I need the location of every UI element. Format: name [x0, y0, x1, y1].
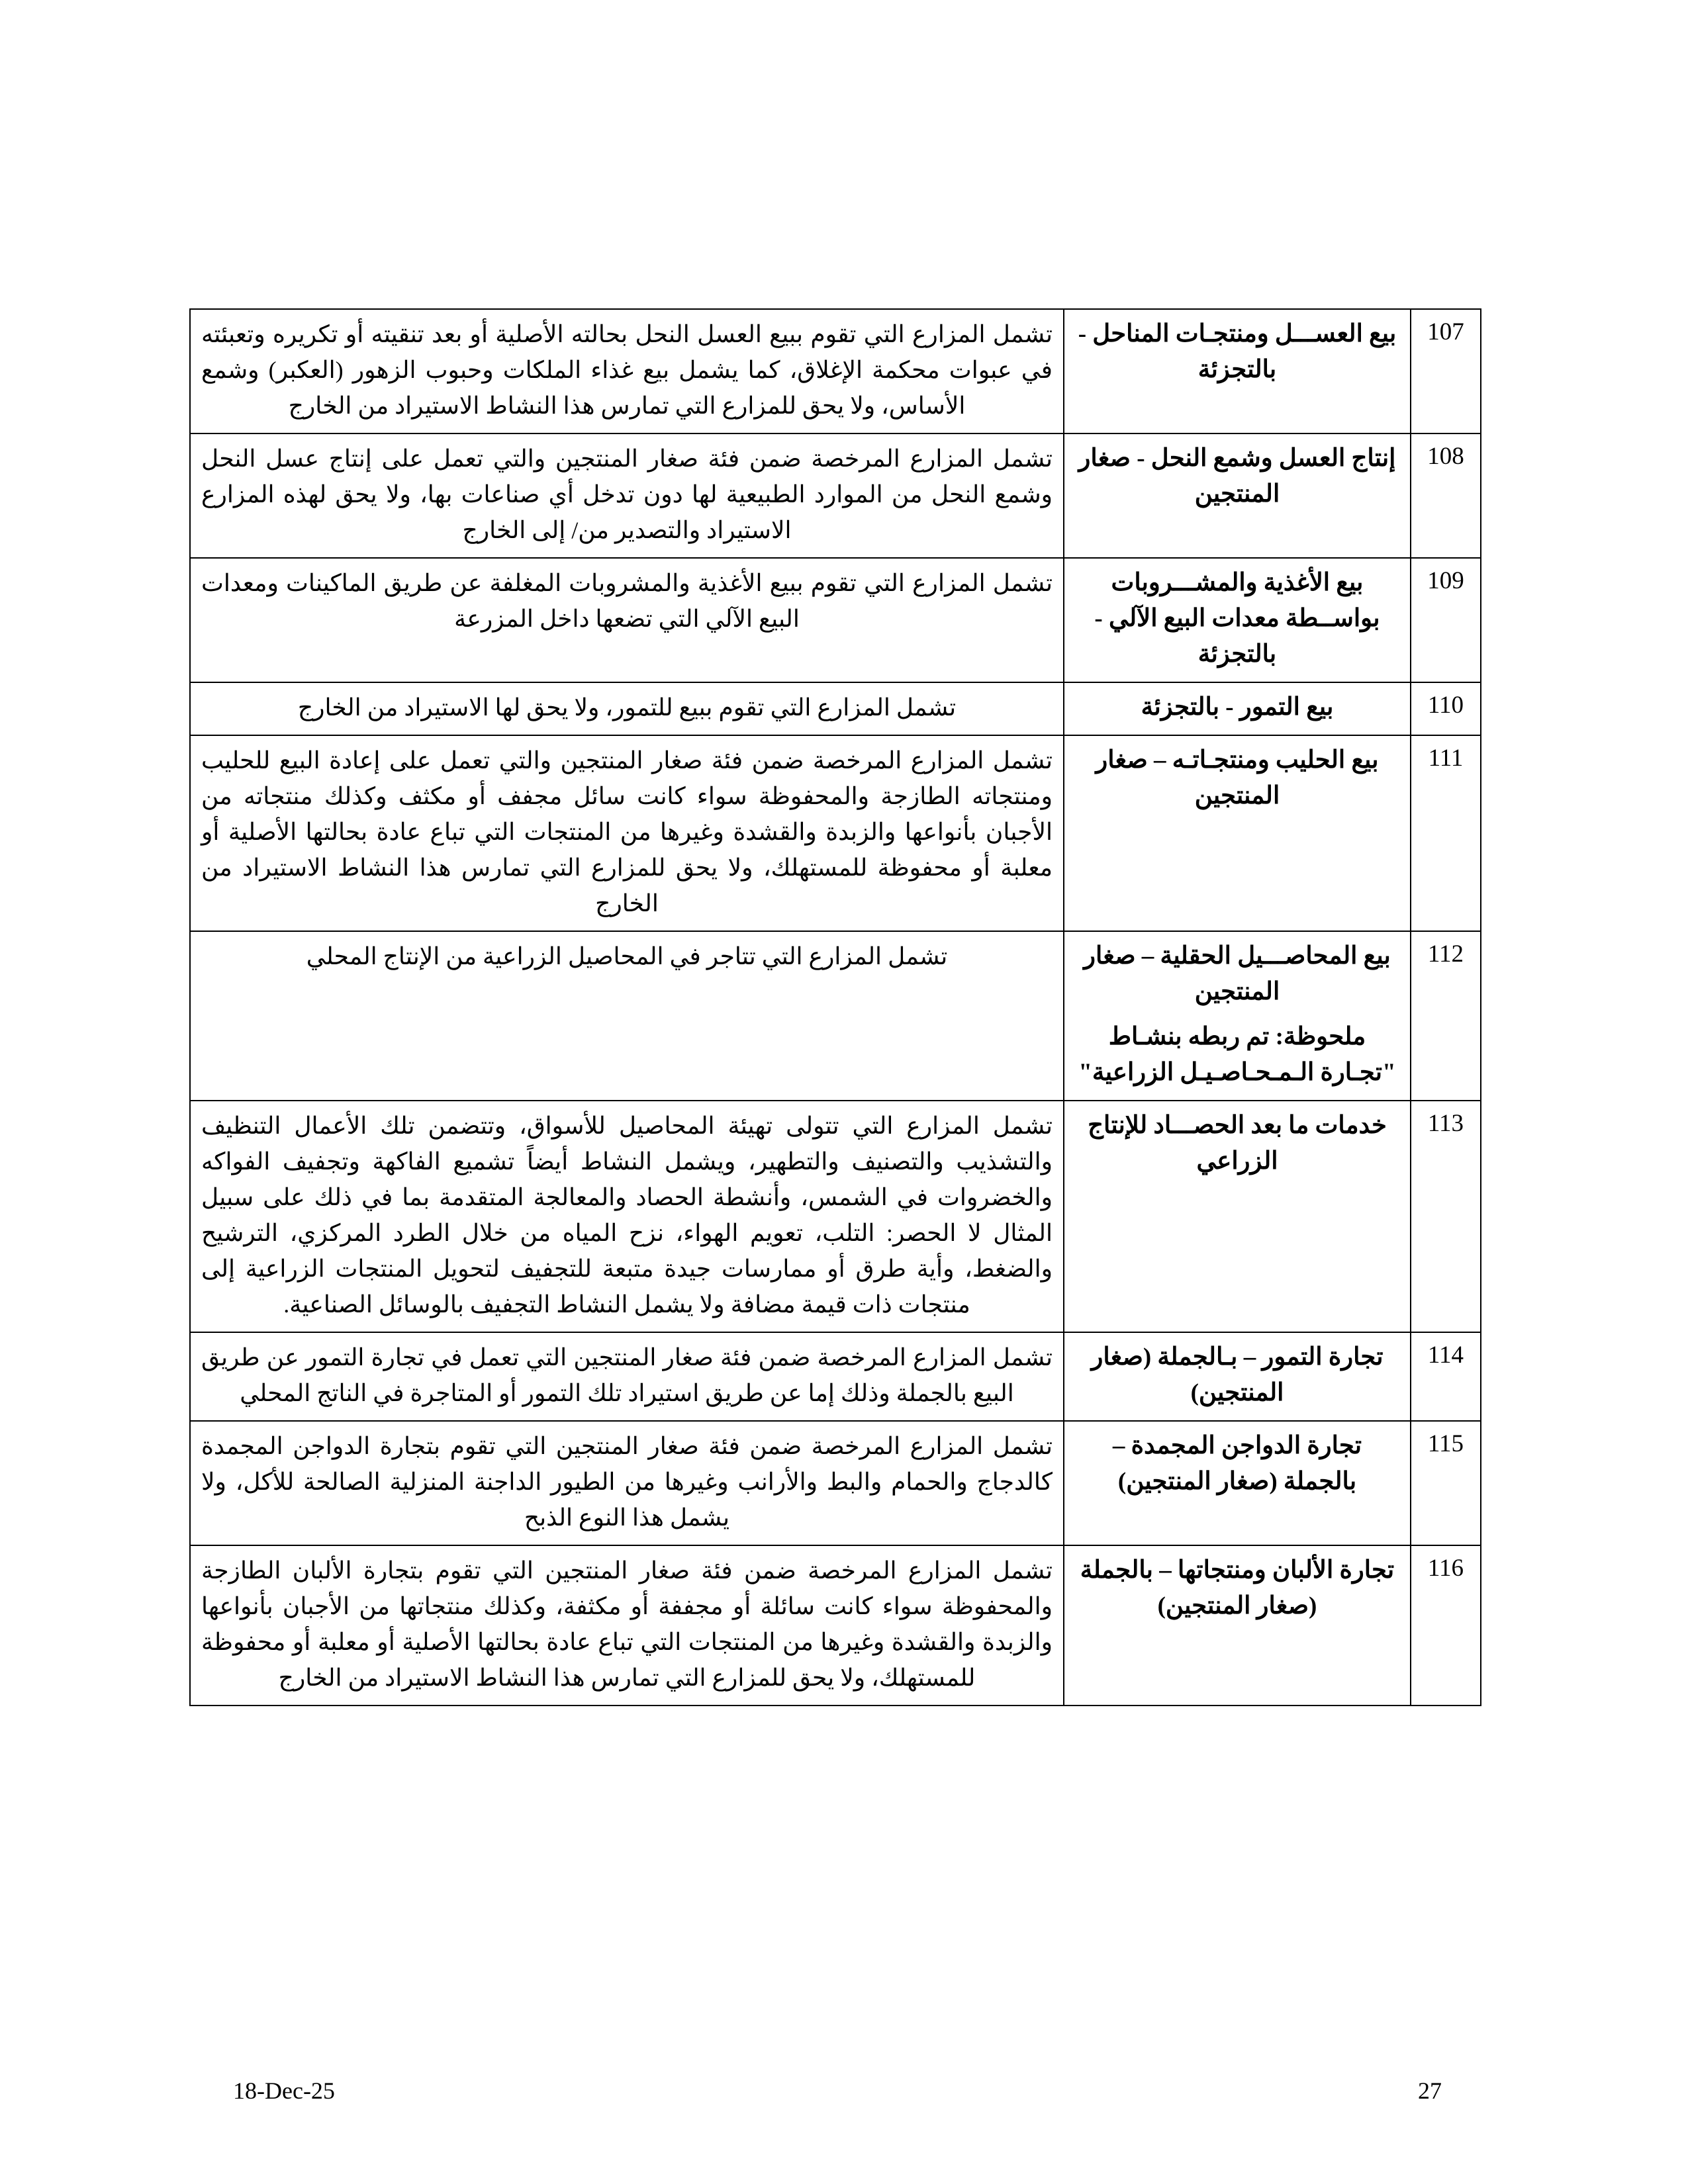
table-row: [190, 309, 1481, 433]
table-row: [190, 1545, 1481, 1706]
activity-description: تشمل المزارع التي تقوم ببيع العسل النحل بحالته الأصلية أو بعد تنقيته أو تكريره وتعبئته في عبوات محكمة الإغلاق، كما يشمل بيع غذاء الملكات وحبوب الزهور (العكبر) وشمع الأساس، ولا يحق للمزارع التي تمارس هذا النشاط الاستيراد من الخارج: [190, 309, 1064, 433]
activity-title: [1064, 1101, 1411, 1332]
activity-description: تشمل المزارع المرخصة ضمن فئة صغار المنتجين والتي تعمل على إنتاج عسل النحل وشمع النحل من الموارد الطبيعية لها دون تدخل أي صناعات بها، ولا يحق لهذه المزارع الاستيراد والتصدير من/ إلى الخارج: [190, 433, 1064, 558]
activity-description: تشمل المزارع المرخصة ضمن فئة صغار المنتجين التي تقوم بتجارة الألبان الطازجة والمحفوظة سواء كانت سائلة أو مجففة أو مكثفة، وكذلك منتجاتها من الأجبان بأنواعها والزبدة والقشدة وغيرها من المنتجات التي تباع عادة بحالتها الأصلية أو معلبة أو محفوظة للمستهلك، ولا يحق للمزارع التي تمارس هذا النشاط الاستيراد من الخارج: [190, 1545, 1064, 1706]
footer-page-number: 27: [1418, 2077, 1442, 2104]
activity-description: تشمل المزارع المرخصة ضمن فئة صغار المنتجين التي تعمل في تجارة التمور عن طريق البيع بالجملة وذلك إما عن طريق استيراد تلك التمور أو المتاجرة في الناتج المحلي: [190, 1332, 1064, 1421]
activity-code: 113: [1411, 1101, 1481, 1332]
activity-code: 107: [1411, 309, 1481, 433]
activity-title-note: ملحوظة: تم ربطه بنشـاط "تجـارة الـمـحـاصـيـل الزراعية": [1078, 1023, 1396, 1087]
table-row: [190, 433, 1481, 558]
activity-code: 109: [1411, 558, 1481, 682]
activity-title-text: إنتاج العسل وشمع النحل - صغار المنتجين: [1078, 445, 1396, 508]
activity-code: 108: [1411, 433, 1481, 558]
activity-description: تشمل المزارع التي تتولى تهيئة المحاصيل للأسواق، وتتضمن تلك الأعمال التنظيف والتشذيب والتصنيف والتطهير، ويشمل النشاط أيضاً تشميع الفاكهة وتجفيف الفواكه والخضروات في الشمس، وأنشطة الحصاد والمعالجة المتقدمة بما في ذلك على سبيل المثال لا الحصر: التلب، تعويم الهواء، نزح المياه من خلال الطرد المركزي، الترشيح والضغط، وأية طرق أو ممارسات جيدة متبعة للتجفيف لتحويل المنتجات الزراعية إلى منتجات ذات قيمة مضافة ولا يشمل النشاط التجفيف بالوسائل الصناعية.: [190, 1101, 1064, 1332]
activity-description: تشمل المزارع المرخصة ضمن فئة صغار المنتجين والتي تعمل على إعادة البيع للحليب ومنتجاته الطازجة والمحفوظة سواء كانت سائل مجفف أو مكثف وكذلك منتجاته من الأجبان بأنواعها والزبدة والقشدة وغيرها من المنتجات التي تباع عادة بحالتها الأصلية أو معلبة أو محفوظة للمستهلك، ولا يحق للمزارع التي تمارس هذا النشاط الاستيراد من الخارج: [190, 735, 1064, 931]
table-row: [190, 1421, 1481, 1545]
activity-code: 110: [1411, 682, 1481, 735]
activity-title-text: بيع العســـل ومنتجـات المناحل - بالتجزئة: [1078, 320, 1397, 384]
activity-title-text: تجارة التمور – بـالجملة (صغار المنتجين): [1091, 1343, 1383, 1407]
activity-code: 111: [1411, 735, 1481, 931]
activities-table: [189, 308, 1481, 1706]
table-row: [190, 931, 1481, 1101]
activity-code: 114: [1411, 1332, 1481, 1421]
activity-description: تشمل المزارع المرخصة ضمن فئة صغار المنتجين التي تقوم بتجارة الدواجن المجمدة كالدجاج والحمام والبط والأرانب وغيرها من الطيور الداجنة المنزلية الصالحة للأكل، ولا يشمل هذا النوع الذبح: [190, 1421, 1064, 1545]
activity-title-text: تجارة الدواجن المجمدة – بالجملة (صغار المنتجين): [1112, 1432, 1362, 1496]
activity-description: تشمل المزارع التي تقوم ببيع الأغذية والمشروبات المغلفة عن طريق الماكينات ومعدات البيع الآلي التي تضعها داخل المزرعة: [190, 558, 1064, 682]
activity-title-text: بيع المحاصـــيل الحقلية – صغار المنتجين: [1084, 942, 1391, 1006]
activity-description: تشمل المزارع التي تقوم ببيع للتمور، ولا يحق لها الاستيراد من الخارج: [190, 682, 1064, 735]
activity-title-text: بيع الأغذية والمشـــروبات بواســطة معدات البيع الآلي - بالتجزئة: [1094, 569, 1380, 668]
table-row: [190, 1101, 1481, 1332]
activity-title-text: خدمات ما بعد الحصـــاد للإنتاج الزراعي: [1088, 1112, 1387, 1175]
activity-title-text: بيع الحليب ومنتجـاتـه – صغار المنتجين: [1096, 747, 1379, 810]
page-footer: [191, 2077, 1481, 2116]
activity-title: [1064, 1545, 1411, 1706]
activity-code: 115: [1411, 1421, 1481, 1545]
activity-description: تشمل المزارع التي تتاجر في المحاصيل الزراعية من الإنتاج المحلي: [190, 931, 1064, 1101]
table-row: [190, 682, 1481, 735]
activity-title: [1064, 735, 1411, 931]
activity-code: 116: [1411, 1545, 1481, 1706]
table-row: [190, 558, 1481, 682]
activity-title: [1064, 558, 1411, 682]
table-row: [190, 735, 1481, 931]
activity-title: [1064, 682, 1411, 735]
activity-title: [1064, 1332, 1411, 1421]
activity-title-text: بيع التمور - بالتجزئة: [1141, 694, 1334, 721]
activity-title: [1064, 309, 1411, 433]
footer-date: 18-Dec-25: [233, 2077, 335, 2104]
activity-title: [1064, 1421, 1411, 1545]
activity-title-text: تجارة الألبان ومنتجاتها – بالجملة (صغار المنتجين): [1080, 1557, 1395, 1620]
activity-title: [1064, 433, 1411, 558]
activities-table-body: [190, 309, 1481, 1706]
activity-title: [1064, 931, 1411, 1101]
table-row: [190, 1332, 1481, 1421]
activity-code: 112: [1411, 931, 1481, 1101]
activities-table-container: [191, 308, 1481, 1706]
